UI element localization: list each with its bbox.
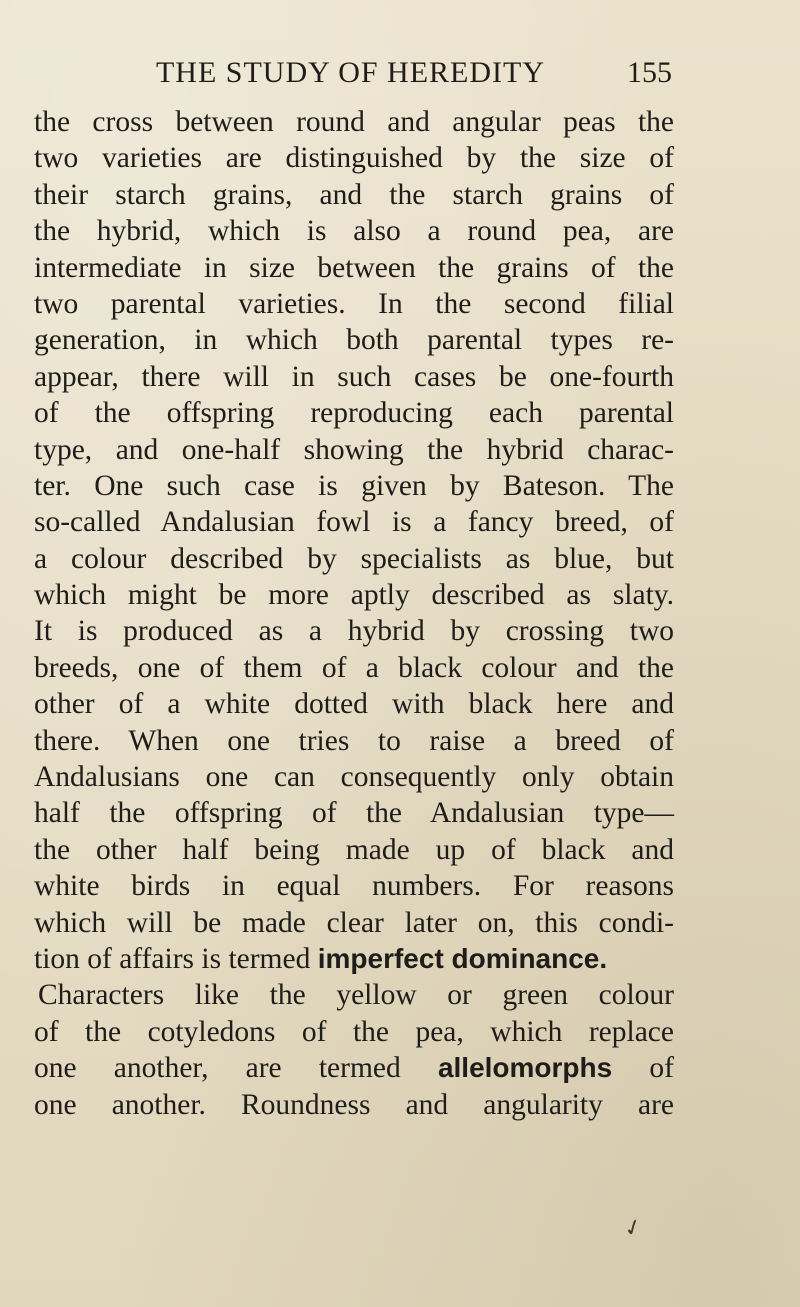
ink-mark: ✓	[620, 1212, 646, 1243]
text-line: other of a white dotted with black here and	[34, 688, 674, 721]
text-line: intermediate in size between the grains of the	[34, 251, 674, 284]
running-header	[98, 50, 672, 96]
body-text	[34, 104, 674, 1123]
text-line: one another. Roundness and angularity are	[34, 1088, 674, 1121]
text-line: which might be more aptly described as slaty.	[34, 579, 674, 612]
text-line: It is produced as a hybrid by crossing two	[34, 615, 674, 648]
text-line	[34, 941, 674, 977]
text-fragment: Characters like the yellow or green colour	[38, 979, 674, 1012]
text-line: white birds in equal numbers. For reasons	[34, 870, 674, 903]
text-line: two varieties are distinguished by the size of	[34, 142, 674, 175]
text-line: so-called Andalusian fowl is a fancy breed, of	[34, 506, 674, 539]
text-line	[34, 977, 674, 1013]
text-line: appear, there will in such cases be one-fourth	[34, 360, 674, 393]
text-line: Andalusians one can consequently only obtain	[34, 761, 674, 794]
text-line: the hybrid, which is also a round pea, are	[34, 215, 674, 248]
text-line: two parental varieties. In the second filial	[34, 287, 674, 320]
text-fragment: tion of affairs is termed	[34, 942, 311, 975]
text-line: breeds, one of them of a black colour and the	[34, 651, 674, 684]
text-line: of the offspring reproducing each parental	[34, 397, 674, 430]
term-allelomorphs: allelomorphs	[437, 1052, 613, 1084]
text-line: a colour described by specialists as blue, but	[34, 542, 674, 575]
text-line: ter. One such case is given by Bateson. The	[34, 469, 674, 502]
text-fragment: of	[649, 1052, 674, 1085]
page-number: 155	[627, 56, 672, 89]
text-line: the cross between round and angular peas the	[34, 106, 674, 138]
text-line: which will be made clear later on, this condi-	[34, 906, 674, 939]
text-fragment: one another, are termed	[34, 1052, 401, 1085]
text-line: their starch grains, and the starch grains of	[34, 178, 674, 211]
text-line	[34, 1050, 674, 1086]
text-line: generation, in which both parental types re-	[34, 324, 674, 357]
text-line: half the offspring of the Andalusian type—	[34, 797, 674, 830]
text-line: type, and one-half showing the hybrid charac-	[34, 433, 674, 466]
running-title: THE STUDY OF HEREDITY	[155, 56, 546, 89]
text-line: the other half being made up of black and	[34, 833, 674, 866]
text-line: of the cotyledons of the pea, which replace	[34, 1015, 674, 1048]
term-imperfect-dominance: imperfect dominance.	[317, 942, 608, 974]
text-line: there. When one tries to raise a breed of	[34, 724, 674, 757]
